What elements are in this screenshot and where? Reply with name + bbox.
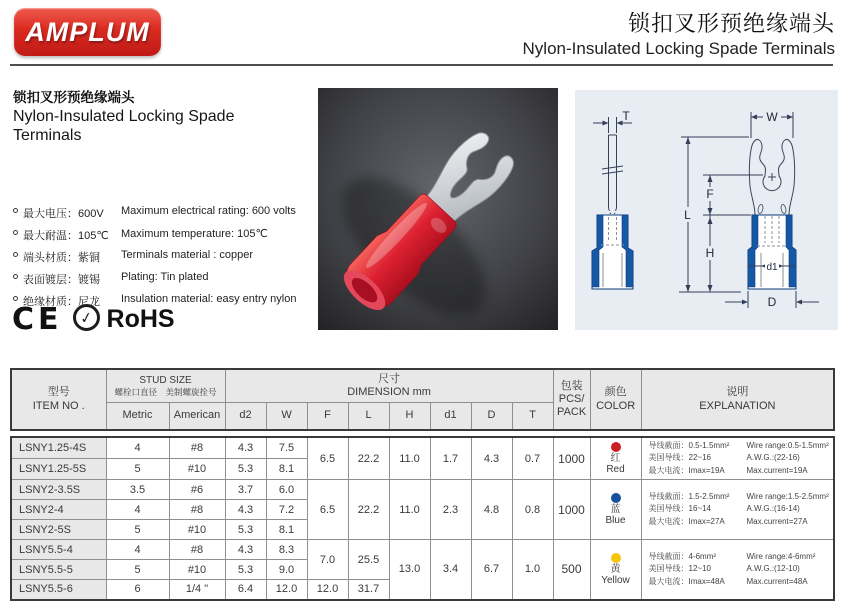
color-red-cell: 红 Red (590, 437, 641, 480)
col-explanation: 说明 EXPLANATION (641, 369, 834, 430)
pack-qty: 500 (553, 540, 590, 600)
table-row: LSNY1.25-5S 5 #10 5.3 8.1 (11, 458, 834, 479)
spec-en: Maximum electrical rating: 600 volts (121, 205, 296, 217)
dim-label-W: W (766, 110, 778, 124)
explanation-cell: 导线截面：4-6mm² 美国导线：12~10 最大电流：Imax=48A Wire range:4-6mm² A.W.G.:(12-10) Max.current=48A (641, 540, 834, 600)
item-no: LSNY5.5-4 (11, 540, 106, 560)
color-yellow-cell: 黄 Yellow (590, 540, 641, 600)
page-title (523, 7, 835, 59)
table-row: LSNY5.5-4 4 #8 4.3 8.3 7.0 25.5 13.0 3.4 6.7 1.0 500 黄 Yellow 导线截面：4-6mm² 美国导线：12~10 最大电流：Imax=48A Wire range:4-6mm² A.W.G.:(12-10) Max.current=48A (11, 540, 834, 560)
d: 4.3 (471, 437, 512, 480)
item-no: LSNY1.25-4S (11, 437, 106, 458)
h: 11.0 (389, 437, 430, 480)
yellow-dot-icon (611, 553, 621, 563)
product-photo (318, 88, 558, 330)
color-blue-cell: 蓝 Blue (590, 480, 641, 540)
col-F: F (307, 402, 348, 430)
w: 7.5 (266, 437, 307, 458)
blue-dot-icon (611, 493, 621, 503)
col-dimension: 尺寸 DIMENSION mm (225, 369, 553, 402)
spec-zh: 表面镀层：镀锡 (23, 274, 100, 286)
spec-row (13, 271, 313, 287)
bullet-icon (13, 296, 18, 301)
metric: 4 (106, 437, 169, 458)
spec-zh: 最大耐温：105℃ (23, 230, 109, 242)
header-divider (10, 64, 833, 66)
table-row: LSNY5.5-6 6 1/4 " 6.4 12.0 12.0 31.7 (11, 580, 834, 600)
table-row: LSNY2-5S 5 #10 5.3 8.1 (11, 520, 834, 540)
col-W: W (266, 402, 307, 430)
spec-en: Maximum temperature: 105℃ (121, 228, 268, 240)
l: 22.2 (348, 437, 389, 480)
item-no: LSNY5.5-5 (11, 560, 106, 580)
quality-check-icon: ✓ (73, 304, 100, 331)
item-no: LSNY2-3.5S (11, 480, 106, 500)
rohs-mark: RoHS (106, 305, 175, 333)
bullet-icon (13, 252, 18, 257)
spec-row (13, 249, 313, 265)
spec-zh: 绝缘材质：尼龙 (23, 296, 100, 308)
dim-label-D: D (767, 295, 777, 309)
spec-zh: 最大电压：600V (23, 208, 104, 220)
item-no: LSNY2-4 (11, 500, 106, 520)
amplum-logo (14, 8, 161, 56)
spec-en: Terminals material : copper (121, 249, 254, 261)
d1: 1.7 (430, 437, 471, 480)
spec-table-body (10, 436, 835, 601)
spec-en: Insulation material: easy entry nylon (121, 293, 297, 305)
col-color: 颜色 COLOR (590, 369, 641, 430)
page-title-en: Nylon-Insulated Locking Spade Terminals (522, 39, 835, 58)
certification-marks (12, 302, 175, 337)
col-pack: 包装 PCS/ PACK (553, 369, 590, 430)
ce-mark-icon: CE (12, 302, 63, 337)
spec-zh: 端头材质：紫铜 (23, 252, 100, 264)
page-title-zh: 锁扣叉形预绝缘端头 (627, 11, 835, 36)
dimension-diagram (575, 90, 838, 330)
col-metric: Metric (106, 402, 169, 430)
col-L: L (348, 402, 389, 430)
col-american: American (169, 402, 225, 430)
col-stud-size: STUD SIZE 螺栓口直径 美制螺旋拴号 (106, 369, 225, 402)
col-d1: d1 (430, 402, 471, 430)
pack-qty: 1000 (553, 437, 590, 480)
dim-label-H: H (705, 246, 715, 260)
bullet-icon (13, 274, 18, 279)
product-name-zh: 锁扣叉形预绝缘端头 (13, 90, 135, 105)
table-row (11, 437, 834, 458)
dim-label-d1: d1 (766, 262, 778, 273)
bullet-icon (13, 208, 18, 213)
col-D: D (471, 402, 512, 430)
spec-list (13, 205, 313, 315)
spec-row (13, 205, 313, 221)
table-row: LSNY5.5-5 5 #10 5.3 9.0 (11, 560, 834, 580)
explanation-cell: 导线截面：0.5-1.5mm² 美国导线：22~16 最大电流：Imax=19A Wire range:0.5-1.5mm² A.W.G.:(22-16) Max.current=19A (641, 437, 834, 480)
spec-row (13, 227, 313, 243)
f: 6.5 (307, 437, 348, 480)
dim-label-T: T (622, 109, 630, 123)
t: 0.7 (512, 437, 553, 480)
explanation-cell: 导线截面：1.5-2.5mm² 美国导线：16~14 最大电流：Imax=27A Wire range:1.5-2.5mm² A.W.G.:(16-14) Max.current=27A (641, 480, 834, 540)
logo-text: AMPLUM (25, 16, 150, 47)
col-T: T (512, 402, 553, 430)
table-row: LSNY2-4 4 #8 4.3 7.2 (11, 500, 834, 520)
d2: 4.3 (225, 437, 266, 458)
col-item-no: 型号 ITEM NO . (11, 369, 106, 430)
table-row: LSNY2-3.5S 3.5 #6 3.7 6.0 6.5 22.2 11.0 2.3 4.8 0.8 1000 蓝 Blue 导线截面：1.5-2.5mm² 美国导线：16~14 最大电流：Imax=27A Wire range:1.5-2.5mm² A.W.G.:(16-14) Max.current=27A (11, 480, 834, 500)
col-d2: d2 (225, 402, 266, 430)
item-no: LSNY5.5-6 (11, 580, 106, 600)
product-intro (13, 86, 308, 146)
col-H: H (389, 402, 430, 430)
spec-table-header (10, 368, 835, 431)
item-no: LSNY1.25-5S (11, 458, 106, 479)
red-dot-icon (611, 442, 621, 452)
american: #8 (169, 437, 225, 458)
dim-label-L: L (684, 208, 691, 222)
spec-en: Plating: Tin plated (121, 271, 209, 283)
item-no: LSNY2-5S (11, 520, 106, 540)
pack-qty: 1000 (553, 480, 590, 540)
product-name-en: Nylon-Insulated Locking Spade Terminals (13, 108, 235, 144)
bullet-icon (13, 230, 18, 235)
dim-label-F: F (706, 187, 714, 201)
